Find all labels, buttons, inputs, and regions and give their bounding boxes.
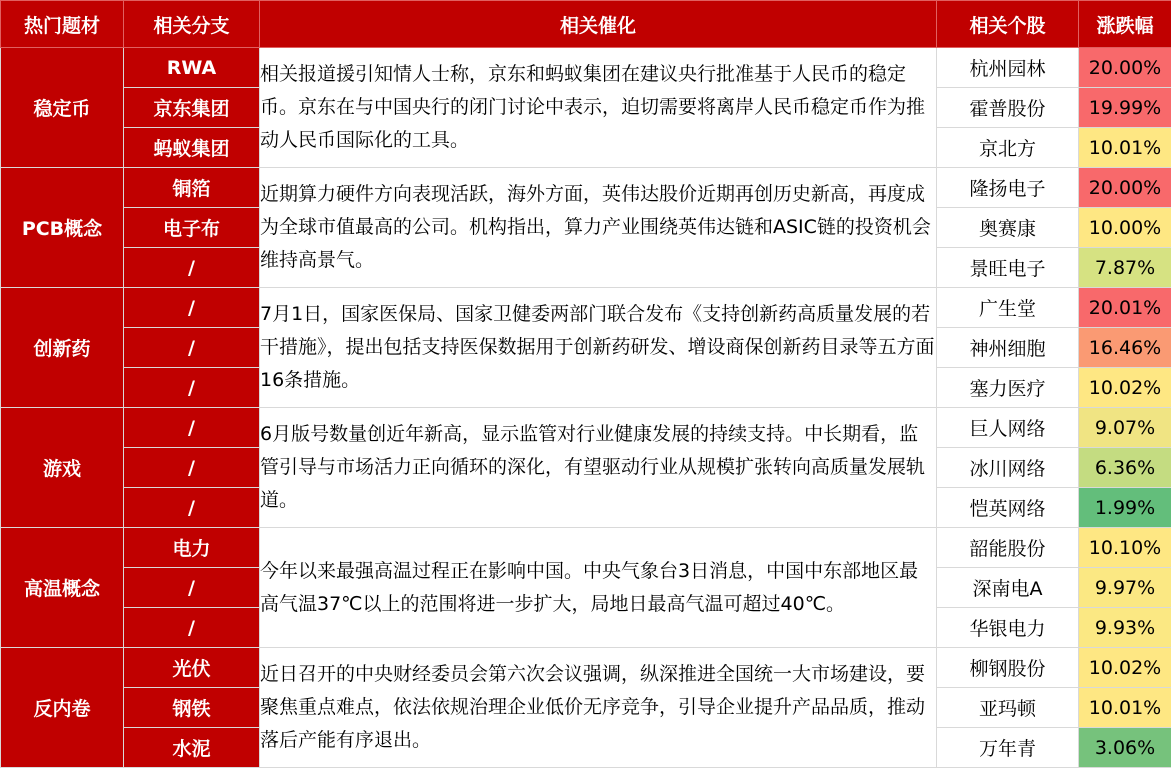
table-row [1, 528, 1171, 568]
header-branch: 相关分支 [124, 1, 260, 48]
branch-cell: / [124, 368, 260, 408]
branch-cell: 钢铁 [124, 688, 260, 728]
catalyst-cell: 6月版号数量创近年新高，显示监管对行业健康发展的持续支持。中长期看，监管引导与市场活力正向循环的深化，有望驱动行业从规模扩张转向高质量发展轨道。 [260, 408, 937, 528]
branch-cell: / [124, 288, 260, 328]
change-cell: 19.99% [1079, 88, 1171, 128]
header-catalyst: 相关催化 [260, 1, 937, 48]
change-cell: 9.97% [1079, 568, 1171, 608]
change-cell: 6.36% [1079, 448, 1171, 488]
header-stock: 相关个股 [937, 1, 1079, 48]
branch-cell: / [124, 328, 260, 368]
change-cell: 16.46% [1079, 328, 1171, 368]
branch-cell: 光伏 [124, 648, 260, 688]
theme-cell: 高温概念 [1, 528, 124, 648]
theme-cell: 游戏 [1, 408, 124, 528]
branch-cell: RWA [124, 48, 260, 88]
header-row [1, 1, 1171, 48]
catalyst-cell: 相关报道援引知情人士称，京东和蚂蚁集团在建议央行批准基于人民币的稳定币。京东在与中国央行的闭门讨论中表示，迫切需要将离岸人民币稳定币作为推动人民币国际化的工具。 [260, 48, 937, 168]
stock-cell: 塞力医疗 [937, 368, 1079, 408]
change-cell: 10.10% [1079, 528, 1171, 568]
change-cell: 7.87% [1079, 248, 1171, 288]
stock-cell: 神州细胞 [937, 328, 1079, 368]
stock-cell: 万年青 [937, 728, 1079, 768]
stock-cell: 景旺电子 [937, 248, 1079, 288]
change-cell: 10.02% [1079, 648, 1171, 688]
stock-cell: 华银电力 [937, 608, 1079, 648]
stock-cell: 杭州园林 [937, 48, 1079, 88]
branch-cell: / [124, 448, 260, 488]
stock-cell: 隆扬电子 [937, 168, 1079, 208]
theme-cell: 创新药 [1, 288, 124, 408]
branch-cell: 京东集团 [124, 88, 260, 128]
table-row [1, 648, 1171, 688]
stock-cell: 霍普股份 [937, 88, 1079, 128]
table-row [1, 288, 1171, 328]
stock-cell: 广生堂 [937, 288, 1079, 328]
catalyst-cell: 近日召开的中央财经委员会第六次会议强调，纵深推进全国统一大市场建设，要聚焦重点难点，依法依规治理企业低价无序竞争，引导企业提升产品品质，推动落后产能有序退出。 [260, 648, 937, 768]
stock-cell: 恺英网络 [937, 488, 1079, 528]
stock-cell: 深南电A [937, 568, 1079, 608]
branch-cell: 铜箔 [124, 168, 260, 208]
theme-cell: 反内卷 [1, 648, 124, 768]
change-cell: 20.00% [1079, 48, 1171, 88]
branch-cell: 电力 [124, 528, 260, 568]
change-cell: 10.02% [1079, 368, 1171, 408]
change-cell: 3.06% [1079, 728, 1171, 768]
change-cell: 20.01% [1079, 288, 1171, 328]
table-body [1, 48, 1171, 768]
branch-cell: / [124, 488, 260, 528]
branch-cell: / [124, 248, 260, 288]
stock-cell: 奥赛康 [937, 208, 1079, 248]
change-cell: 9.07% [1079, 408, 1171, 448]
table-row [1, 48, 1171, 88]
change-cell: 20.00% [1079, 168, 1171, 208]
stock-cell: 冰川网络 [937, 448, 1079, 488]
stock-cell: 韶能股份 [937, 528, 1079, 568]
branch-cell: / [124, 568, 260, 608]
header-theme: 热门题材 [1, 1, 124, 48]
table-row [1, 408, 1171, 448]
theme-cell: PCB概念 [1, 168, 124, 288]
branch-cell: 电子布 [124, 208, 260, 248]
change-cell: 10.01% [1079, 688, 1171, 728]
catalyst-cell: 7月1日，国家医保局、国家卫健委两部门联合发布《支持创新药高质量发展的若干措施》，提出包括支持医保数据用于创新药研发、增设商保创新药目录等五方面16条措施。 [260, 288, 937, 408]
change-cell: 1.99% [1079, 488, 1171, 528]
change-cell: 9.93% [1079, 608, 1171, 648]
theme-cell: 稳定币 [1, 48, 124, 168]
header-change: 涨跌幅 [1079, 1, 1171, 48]
catalyst-cell: 近期算力硬件方向表现活跃，海外方面，英伟达股价近期再创历史新高，再度成为全球市值最高的公司。机构指出，算力产业围绕英伟达链和ASIC链的投资机会维持高景气。 [260, 168, 937, 288]
branch-cell: / [124, 608, 260, 648]
change-cell: 10.01% [1079, 128, 1171, 168]
stock-cell: 亚玛顿 [937, 688, 1079, 728]
branch-cell: 蚂蚁集团 [124, 128, 260, 168]
branch-cell: / [124, 408, 260, 448]
table-row [1, 168, 1171, 208]
change-cell: 10.00% [1079, 208, 1171, 248]
stock-cell: 柳钢股份 [937, 648, 1079, 688]
stock-cell: 京北方 [937, 128, 1079, 168]
catalyst-cell: 今年以来最强高温过程正在影响中国。中央气象台3日消息，中国中东部地区最高气温37℃以上的范围将进一步扩大，局地日最高气温可超过40℃。 [260, 528, 937, 648]
stock-cell: 巨人网络 [937, 408, 1079, 448]
branch-cell: 水泥 [124, 728, 260, 768]
